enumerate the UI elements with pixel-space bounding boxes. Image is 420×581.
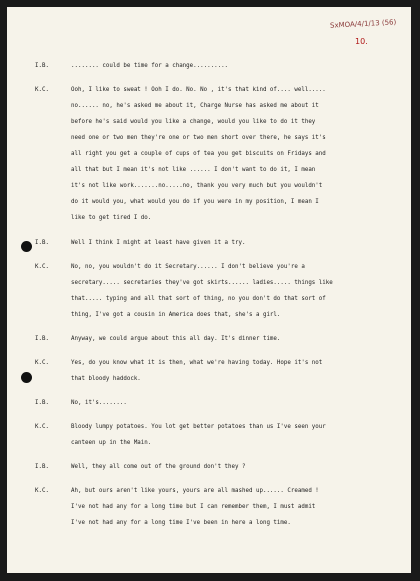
transcript-line: that..... typing and all that sort of thing, no you don't do that sort of: [71, 296, 326, 302]
speaker-label: I.B.: [35, 400, 49, 406]
transcript-line: No, no, you wouldn't do it Secretary...... I don't believe you're a: [71, 264, 305, 270]
speaker-label: K.C.: [35, 264, 49, 270]
transcript-line: Ah, but ours aren't like yours, yours are all mashed up...... Creamed !: [71, 488, 319, 494]
transcript-line: Well I think I might at least have given it a try.: [71, 240, 246, 246]
transcript-line: Anyway, we could argue about this all day. It's dinner time.: [71, 336, 281, 342]
transcript-line: ........ could be time for a change..........: [71, 63, 229, 69]
transcript-line: Yes, do you know what it is then, what we're having today. Hope it's not: [71, 360, 323, 366]
transcript-line: like to get tired I do.: [71, 215, 152, 221]
page-number: 10.: [355, 37, 368, 46]
transcript-line: Ooh, I like to sweat ! Ooh I do. No. No , it's that kind of.... well.....: [71, 87, 326, 93]
document-page: [7, 7, 411, 573]
speaker-label: K.C.: [35, 424, 49, 430]
transcript-line: all right you get a couple of cups of tea you get biscuits on Fridays and: [71, 151, 326, 157]
transcript-line: canteen up in the Main.: [71, 440, 152, 446]
punch-hole: [21, 241, 32, 252]
transcript-line: do it would you, what would you do if you were in my position, I mean I: [71, 199, 319, 205]
speaker-label: K.C.: [35, 488, 49, 494]
transcript-line: secretary..... secretaries they've got skirts...... ladies..... things like: [71, 280, 333, 286]
speaker-label: I.B.: [35, 63, 49, 69]
punch-hole: [21, 372, 32, 383]
speaker-label: I.B.: [35, 336, 49, 342]
transcript-line: I've not had any for a long time but I can remember them, I must admit: [71, 504, 316, 510]
speaker-label: K.C.: [35, 360, 49, 366]
transcript-line: that bloody haddock.: [71, 376, 141, 382]
transcript-line: need one or two men they're one or two men short over there, he says it's: [71, 135, 326, 141]
archive-reference: SxMOA/4/1/13 (56): [329, 18, 397, 30]
transcript-line: before he's said would you like a change, would you like to do it they: [71, 119, 316, 125]
transcript-line: all that but I mean it's not like ...... I don't want to do it, I mean: [71, 167, 316, 173]
transcript-line: no...... no, he's asked me about it, Charge Nurse has asked me about it: [71, 103, 319, 109]
transcript-line: it's not like work.......no.....no, thank you very much but you wouldn't: [71, 183, 323, 189]
transcript-line: Well, they all come out of the ground don't they ?: [71, 464, 246, 470]
speaker-label: I.B.: [35, 464, 49, 470]
transcript-line: thing, I've got a cousin in America does that, she's a girl.: [71, 312, 281, 318]
transcript-line: I've not had any for a long time I've been in here a long time.: [71, 520, 291, 526]
speaker-label: I.B.: [35, 240, 49, 246]
transcript-line: No, it's........: [71, 400, 127, 406]
transcript-line: Bloody lumpy potatoes. You lot get better potatoes than us I've seen your: [71, 424, 326, 430]
speaker-label: K.C.: [35, 87, 49, 93]
